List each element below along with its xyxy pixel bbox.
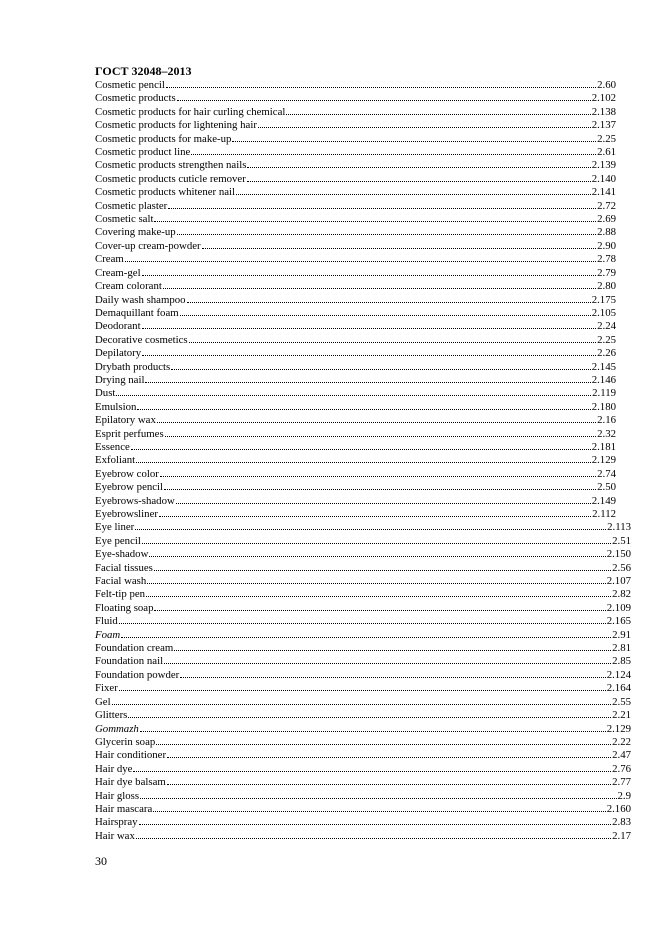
index-ref: 2.113 — [607, 521, 631, 534]
index-entry — [95, 602, 631, 615]
dot-leader — [149, 555, 605, 557]
index-ref: 2.146 — [591, 373, 616, 386]
index-ref: 2.160 — [606, 802, 631, 815]
dot-leader — [163, 287, 596, 289]
index-ref: 2.105 — [591, 306, 616, 319]
index-entry — [95, 776, 631, 789]
index-term: Cream — [95, 253, 124, 266]
index-term: Decorative cosmetics — [95, 333, 188, 346]
index-entry — [95, 119, 616, 132]
index-ref: 2.88 — [597, 226, 616, 239]
index-term: Foam — [95, 628, 121, 641]
index-ref: 2.9 — [617, 789, 631, 802]
index-entry — [95, 830, 631, 843]
index-ref: 2.26 — [597, 347, 616, 360]
index-term: Cosmetic pencil — [95, 79, 165, 91]
index-term: Cosmetic products strengthen nails — [95, 159, 247, 172]
index-ref: 2.32 — [597, 427, 616, 440]
index-term: Hairspray — [95, 816, 138, 829]
index-term: Hair dye balsam — [95, 776, 166, 789]
dot-leader — [112, 703, 612, 705]
dot-leader — [156, 743, 611, 745]
page-number: 30 — [95, 854, 107, 868]
index-entry — [95, 374, 616, 387]
index-term: Drying nail — [95, 373, 145, 386]
index-entry — [95, 682, 631, 695]
index-ref: 2.141 — [591, 186, 616, 199]
dot-leader — [136, 461, 591, 463]
index-ref: 2.74 — [597, 467, 616, 480]
index-entry — [95, 749, 631, 762]
index-ref: 2.25 — [597, 132, 616, 145]
dot-leader — [189, 341, 596, 343]
index-entry — [95, 200, 616, 213]
dot-leader — [202, 247, 596, 249]
index-entry — [95, 588, 631, 601]
index-ref: 2.139 — [591, 159, 616, 172]
index-entry — [95, 521, 631, 534]
index-ref: 2.109 — [606, 601, 631, 614]
dot-leader — [174, 649, 611, 651]
dot-leader — [157, 421, 596, 423]
index-ref: 2.107 — [606, 575, 631, 588]
index-ref: 2.16 — [597, 414, 616, 427]
dot-leader — [119, 689, 606, 691]
index-term: Facial wash — [95, 575, 147, 588]
index-term: Facial tissues — [95, 561, 153, 574]
index-ref: 2.79 — [597, 266, 616, 279]
dot-leader — [177, 233, 596, 235]
index-ref: 2.21 — [612, 709, 631, 722]
index-ref: 2.112 — [592, 508, 616, 520]
dot-leader — [128, 716, 611, 718]
index-ref: 2.60 — [597, 79, 616, 91]
index-entry — [95, 428, 616, 441]
index-term: Cosmetic products for lightening hair — [95, 119, 257, 132]
index-term: Floating soap — [95, 601, 154, 614]
index-term: Eyebrow pencil — [95, 481, 164, 494]
index-entry — [95, 562, 631, 575]
dot-leader — [160, 475, 596, 477]
index-entry — [95, 186, 616, 199]
index-term: Cosmetic plaster — [95, 199, 168, 212]
dot-leader — [154, 220, 596, 222]
index-entry — [95, 763, 631, 776]
index-ref: 2.72 — [597, 199, 616, 212]
dot-leader — [142, 542, 611, 544]
index-term: Cream colorant — [95, 280, 162, 293]
index-term: Gommazh — [95, 722, 139, 735]
dot-leader — [135, 528, 606, 530]
index-term: Deodorant — [95, 320, 141, 333]
index-entry — [95, 361, 616, 374]
index-entry — [95, 629, 631, 642]
index-ref: 2.51 — [612, 534, 631, 547]
index-ref: 2.17 — [612, 829, 631, 842]
index-entry — [95, 669, 631, 682]
index-term: Cosmetic products — [95, 92, 176, 105]
index-term: Foundation powder — [95, 668, 180, 681]
index-term: Hair wax — [95, 829, 135, 842]
dot-leader — [131, 448, 591, 450]
dot-leader — [165, 435, 596, 437]
index-entry — [95, 387, 616, 400]
index-entry — [95, 307, 616, 320]
index-entry — [95, 495, 616, 508]
index-term: Gel — [95, 695, 111, 708]
dot-leader — [146, 595, 611, 597]
dot-leader — [247, 166, 590, 168]
dot-leader — [258, 126, 591, 128]
dot-leader — [167, 756, 611, 758]
page-header: ГОСТ 32048–2013 — [95, 64, 192, 78]
dot-leader — [168, 207, 596, 209]
index-term: Fluid — [95, 615, 118, 628]
index-term: Eye liner — [95, 521, 135, 534]
index-ref: 2.140 — [591, 172, 616, 185]
dot-leader — [140, 730, 606, 732]
dot-leader — [164, 488, 596, 490]
index-ref: 2.150 — [606, 548, 631, 561]
index-ref: 2.78 — [597, 253, 616, 266]
index-entry — [95, 294, 616, 307]
index-entry — [95, 92, 616, 105]
dot-leader — [191, 153, 596, 155]
index-term: Emulsion — [95, 400, 137, 413]
dot-leader — [145, 381, 590, 383]
index-entry — [95, 79, 616, 92]
dot-leader — [187, 301, 591, 303]
index-ref: 2.137 — [591, 119, 616, 132]
dot-leader — [142, 327, 597, 329]
index-term: Exfoliant — [95, 454, 136, 467]
dot-leader — [166, 86, 596, 88]
index-entry — [95, 615, 631, 628]
index-entry — [95, 441, 616, 454]
index-term: Cosmetic products cuticle remover — [95, 172, 246, 185]
index-term: Hair dye — [95, 762, 133, 775]
index-ref: 2.83 — [612, 816, 631, 829]
index-ref: 2.80 — [597, 280, 616, 293]
dot-leader — [180, 676, 605, 678]
index-entry — [95, 320, 616, 333]
index-ref: 2.129 — [591, 454, 616, 467]
index-entry — [95, 481, 616, 494]
dot-leader — [167, 783, 611, 785]
index-entry — [95, 146, 616, 159]
dot-leader — [177, 99, 591, 101]
index-term: Hair conditioner — [95, 749, 167, 762]
index-term: Cover-up cream-powder — [95, 239, 201, 252]
index-ref: 2.55 — [612, 695, 631, 708]
index-entry — [95, 213, 616, 226]
index-term: Hair gloss — [95, 789, 140, 802]
index-entry — [95, 253, 616, 266]
index-entry — [95, 334, 616, 347]
index-term: Cosmetic product line — [95, 146, 191, 159]
dot-leader — [286, 113, 590, 115]
index-term: Cosmetic products for make-up — [95, 132, 232, 145]
index-term: Essence — [95, 440, 130, 453]
dot-leader — [136, 837, 611, 839]
dot-leader — [154, 569, 611, 571]
index-term: Fixer — [95, 682, 118, 695]
index-ref: 2.77 — [612, 776, 631, 789]
index-entry — [95, 468, 616, 481]
index-entry — [95, 106, 616, 119]
index-ref: 2.82 — [612, 588, 631, 601]
index-term: Felt-tip pen — [95, 588, 146, 601]
index-entry — [95, 575, 631, 588]
index-ref: 2.119 — [592, 387, 616, 400]
index-term: Epilatory wax — [95, 414, 156, 427]
index-term: Foundation nail — [95, 655, 164, 668]
index-term: Demaquillant foam — [95, 306, 179, 319]
index-term: Eyebrow color — [95, 467, 159, 480]
index-entry — [95, 548, 631, 561]
index-ref: 2.91 — [612, 628, 631, 641]
index-ref: 2.164 — [606, 682, 631, 695]
index-ref: 2.90 — [597, 239, 616, 252]
index-term: Dust — [95, 387, 116, 400]
index-term: Eyebrowsliner — [95, 508, 158, 520]
dot-leader — [142, 354, 596, 356]
index-ref: 2.76 — [612, 762, 631, 775]
index-ref: 2.102 — [591, 92, 616, 105]
index-term: Cosmetic products for hair curling chemical — [95, 105, 286, 118]
dot-leader — [142, 274, 597, 276]
dot-leader — [236, 193, 591, 195]
index-entry — [95, 803, 631, 816]
index-entry — [95, 642, 631, 655]
index-term: Hair mascara — [95, 802, 153, 815]
index-entry — [95, 401, 616, 414]
index-term: Eyebrows-shadow — [95, 494, 175, 507]
index-ref: 2.61 — [597, 146, 616, 159]
dot-leader — [159, 515, 591, 517]
index-term: Daily wash shampoo — [95, 293, 186, 306]
index-ref: 2.124 — [606, 668, 631, 681]
index-term: Foundation cream — [95, 642, 174, 655]
dot-leader — [171, 368, 590, 370]
index-ref: 2.22 — [612, 735, 631, 748]
index-entry — [95, 133, 616, 146]
dot-leader — [125, 260, 596, 262]
index-ref: 2.181 — [591, 440, 616, 453]
dot-leader — [116, 394, 591, 396]
index-entry — [95, 240, 616, 253]
index-entry — [95, 508, 616, 521]
dot-leader — [140, 797, 616, 799]
index-term: Eye-shadow — [95, 548, 149, 561]
index-term: Drybath products — [95, 360, 171, 373]
index-term: Esprit perfumes — [95, 427, 164, 440]
index-ref: 2.149 — [591, 494, 616, 507]
dot-leader — [147, 582, 605, 584]
index-entry — [95, 280, 616, 293]
index-term: Glycerin soap — [95, 735, 156, 748]
dot-leader — [121, 636, 611, 638]
index-ref: 2.175 — [591, 293, 616, 306]
index-ref: 2.81 — [612, 642, 631, 655]
index-entry — [95, 790, 631, 803]
index-ref: 2.69 — [597, 213, 616, 226]
index-entry — [95, 159, 616, 172]
term-index-list — [95, 79, 631, 843]
index-ref: 2.24 — [597, 320, 616, 333]
index-ref: 2.85 — [612, 655, 631, 668]
index-ref: 2.138 — [591, 105, 616, 118]
dot-leader — [137, 408, 590, 410]
index-term: Glitters — [95, 709, 128, 722]
index-ref: 2.25 — [597, 333, 616, 346]
index-term: Cream-gel — [95, 266, 141, 279]
index-entry — [95, 226, 616, 239]
index-term: Covering make-up — [95, 226, 176, 239]
dot-leader — [176, 502, 591, 504]
index-ref: 2.56 — [612, 561, 631, 574]
index-ref: 2.129 — [606, 722, 631, 735]
dot-leader — [154, 609, 605, 611]
index-term: Cosmetic salt — [95, 213, 154, 226]
dot-leader — [133, 770, 611, 772]
index-term: Eye pencil — [95, 534, 141, 547]
index-entry — [95, 535, 631, 548]
dot-leader — [180, 314, 591, 316]
index-entry — [95, 173, 616, 186]
dot-leader — [153, 810, 605, 812]
index-entry — [95, 696, 631, 709]
index-entry — [95, 655, 631, 668]
dot-leader — [139, 823, 612, 825]
index-term: Cosmetic products whitener nail — [95, 186, 236, 199]
index-entry — [95, 414, 616, 427]
dot-leader — [247, 180, 591, 182]
index-ref: 2.180 — [591, 400, 616, 413]
index-term: Depilatory — [95, 347, 142, 360]
index-entry — [95, 347, 616, 360]
index-entry — [95, 736, 631, 749]
dot-leader — [164, 662, 611, 664]
index-entry — [95, 454, 616, 467]
index-entry — [95, 816, 631, 829]
dot-leader — [119, 622, 606, 624]
index-ref: 2.165 — [606, 615, 631, 628]
index-ref: 2.145 — [591, 360, 616, 373]
index-entry — [95, 267, 616, 280]
index-ref: 2.47 — [612, 749, 631, 762]
dot-leader — [232, 140, 596, 142]
index-entry — [95, 709, 631, 722]
index-ref: 2.50 — [597, 481, 616, 494]
index-entry — [95, 723, 631, 736]
